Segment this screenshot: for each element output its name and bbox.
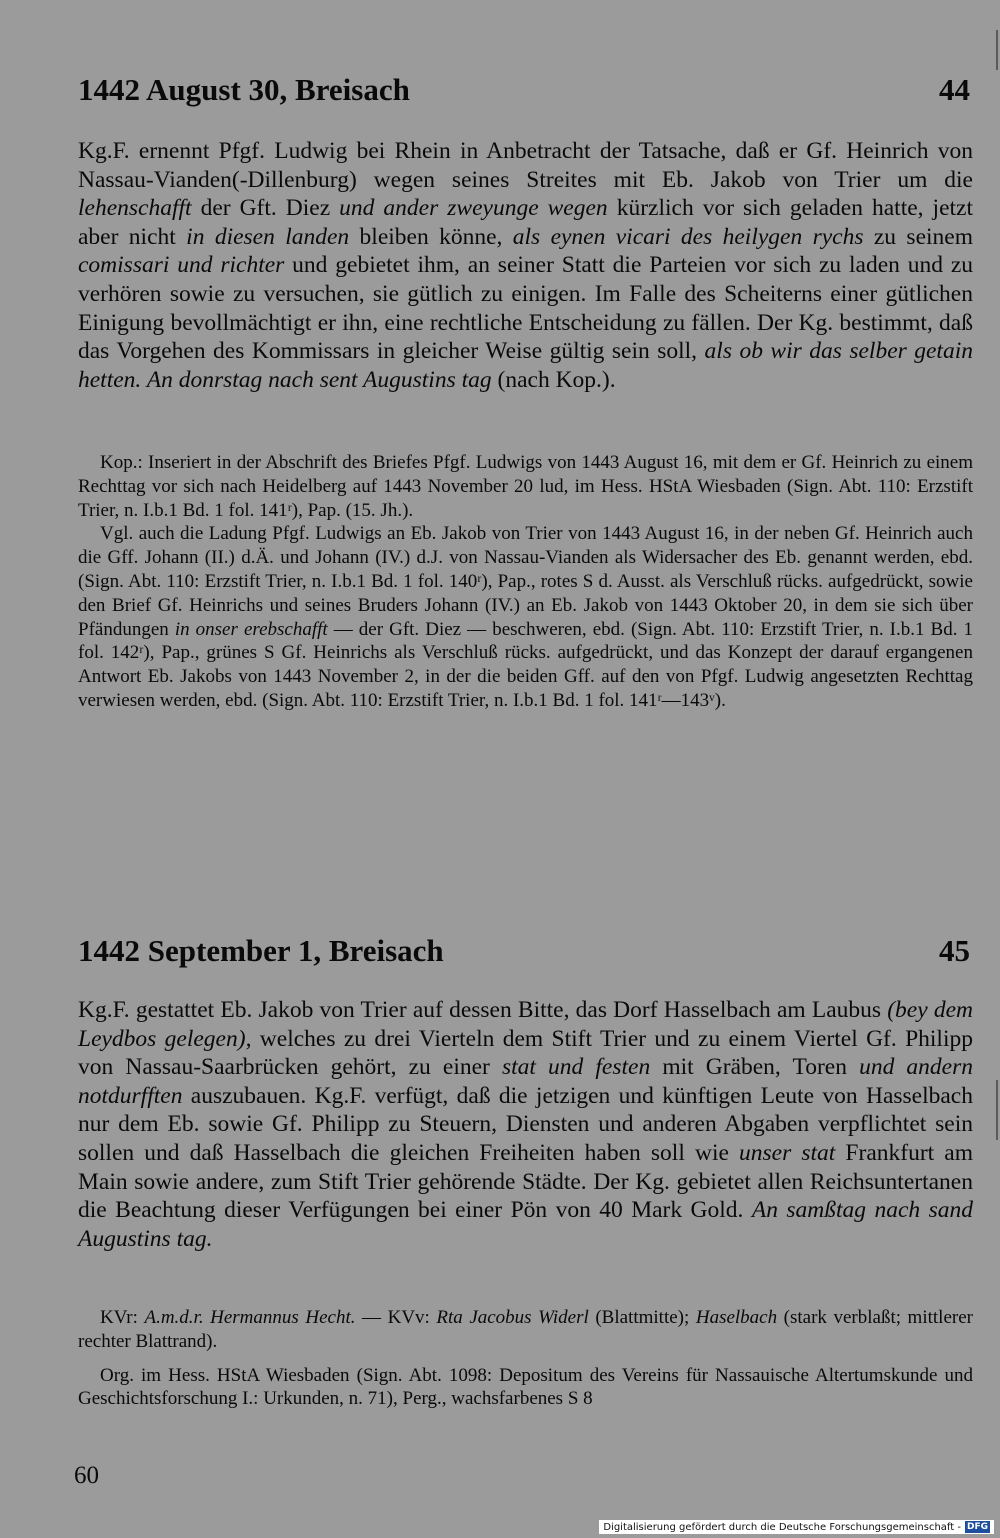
text-run: Kg.F. gestattet Eb. Jakob von Trier auf dessen Bitte, das Dorf Hasselbach am Laubus	[78, 997, 888, 1023]
note-paragraph	[78, 1306, 973, 1354]
text-run: (stark verblaßt; mittlerer rechter Blattrand).	[78, 1307, 973, 1352]
text-run: — der Gft. Diez — beschweren, ebd. (Sign. Abt. 110: Erzstift Trier, n. I.b.1 Bd. 1 fol. 142ʳ), Pap., grünes S Gf. Heinrichs als Verschluß rücks. aufgedrückt, und das Konzept der darauf ergangenen Antwort Eb. Jakobs von 1443 November 2, in der die beiden Gff. auf den von Pfgf. Ludwig angesetzten Rechttag verwiesen werden, ebd. (Sign. Abt. 110: Erzstift Trier, n. I.b.1 Bd. 1 fol. 141ʳ—143ᵛ).	[78, 618, 974, 711]
entry-date-place: 1442 August 30, Breisach	[78, 72, 410, 107]
entry-notes	[78, 1306, 973, 1411]
italic-quotation: und ander zweyunge wegen	[339, 195, 608, 222]
digitization-footer	[599, 1520, 994, 1534]
text-run: welches zu drei Vierteln dem Stift Trier und zu einem Viertel Gf. Philipp von Nassau-Saarbrücken gehört, zu einer	[78, 1025, 973, 1081]
italic-quotation: Rta Jacobus Widerl	[436, 1307, 589, 1328]
text-run: auszubauen. Kg.F. verfügt, daß die jetzigen und künftigen Leute von Hasselbach nur dem Eb. sowie Gf. Philipp zu Steuern, Diensten und anderen Abgaben verpflichtet sein sollen und daß Hasselbach die gleichen Freiheiten haben soll wie	[78, 1082, 973, 1166]
text-run: Frankfurt am Main sowie andere, zum Stift Trier gehörende Städte. Der Kg. gebietet allen Reichsuntertanen die Beachtung dieser Verfügungen bei einer Pön von 40 Mark Gold.	[78, 1139, 973, 1224]
note-paragraph	[78, 1364, 973, 1412]
text-run: kürzlich vor sich geladen hatte, jetzt aber nicht	[78, 195, 973, 250]
italic-quotation: (bey dem Leydbos gelegen),	[78, 997, 973, 1052]
footer-text: Digitalisierung gefördert durch die Deutsche Forschungsgemeinschaft -	[603, 1521, 961, 1533]
italic-quotation: A.m.d.r. Hermannus Hecht.	[144, 1307, 356, 1328]
regest-text	[78, 996, 973, 1253]
text-run: (Blattmitte);	[588, 1307, 696, 1328]
entry-heading	[78, 72, 970, 108]
note-paragraph	[78, 451, 973, 522]
entry-heading	[78, 933, 970, 969]
text-run: Kg.F. ernennt Pfgf. Ludwig bei Rhein in Anbetracht der Tatsache, daß er Gf. Heinrich von Nassau-Vianden(-Dillenburg) wegen seines Streites mit Eb. Jakob von Trier um die	[78, 138, 973, 193]
regest-text	[78, 137, 973, 394]
text-run: Vgl. auch die Ladung Pfgf. Ludwigs an Eb. Jakob von Trier von 1443 August 16, in der neben Gf. Heinrich auch die Gff. Johann (II.) d.Ä. und Johann (IV.) d.J. von Nassau-Vianden als Widersacher des Eb. genannt werden, ebd. (Sign. Abt. 110: Erzstift Trier, n. I.b.1 Bd. 1 fol. 140ʳ), Pap., rotes S d. Ausst. als Verschluß rücks. aufgedrückt, sowie den Brief Gf. Heinrichs und seines Bruders Johann (IV.) an Eb. Jakob von 1443 Oktober 20, in dem sie sich über Pfändungen	[78, 523, 973, 640]
text-run: zu seinem	[863, 223, 973, 250]
dfg-logo-icon: DFG	[966, 1522, 988, 1532]
text-run: Kop.: Inseriert in der Abschrift des Briefes Pfgf. Ludwigs von 1443 August 16, mit dem er Gf. Heinrich zu einem Rechttag vor sich nach Heidelberg auf 1443 November 20 lud, im Hess. HStA Wiesbaden (Sign. Abt. 110: Erzstift Trier, n. I.b.1 Bd. 1 fol. 141ʳ), Pap. (15. Jh.).	[78, 452, 973, 521]
entry-regest	[78, 996, 973, 1253]
italic-quotation: lehenschafft	[78, 195, 192, 222]
text-run: — KVv:	[355, 1307, 437, 1328]
scan-edge-mark	[996, 1080, 998, 1140]
italic-quotation: in onser erebschafft	[174, 618, 328, 640]
scan-edge-mark	[996, 30, 998, 70]
italic-quotation: in diesen landen	[186, 223, 350, 250]
entry-regest	[78, 137, 973, 394]
text-run: bleiben könne,	[349, 223, 513, 250]
entry-notes	[78, 451, 973, 713]
entry-date-place: 1442 September 1, Breisach	[78, 933, 444, 968]
italic-quotation: comissari und richter	[78, 252, 285, 279]
text-run: KVr:	[100, 1307, 145, 1328]
note-paragraph	[78, 522, 973, 712]
page-number: 60	[74, 1462, 99, 1489]
text-run: mit Gräben, Toren	[650, 1054, 860, 1081]
italic-quotation: als eynen vicari des heilygen rychs	[512, 223, 864, 250]
italic-quotation: als ob wir das selber getain hetten. An donrstag nach sent Augustins tag	[78, 338, 973, 393]
italic-quotation: und andern notdurfften	[78, 1054, 973, 1109]
italic-quotation: unser stat	[739, 1139, 836, 1166]
text-run: und gebietet ihm, an seiner Statt die Parteien vor sich zu laden und zu verhören sowie zu versuchen, sie gütlich zu einigen. Im Falle des Scheiterns einer gütlichen Einigung bevollmächtigt er ihn, eine rechtliche Entscheidung zu fällen. Der Kg. bestimmt, daß das Vorgehen des Kommissars in gleicher Weise gültig sein soll,	[78, 252, 974, 365]
text-run: (nach Kop.).	[491, 366, 616, 393]
italic-quotation: Haselbach	[695, 1307, 778, 1328]
text-run: der Gft. Diez	[191, 195, 340, 222]
entry-number: 44	[939, 72, 970, 107]
italic-quotation: An samßtag nach sand Augustins tag.	[78, 1197, 973, 1252]
italic-quotation: stat und festen	[501, 1054, 651, 1081]
text-run: Org. im Hess. HStA Wiesbaden (Sign. Abt. 1098: Depositum des Vereins für Nassauische Altertumskunde und Geschichtsforschung I.: Urkunden, n. 71), Perg., wachsfarbenes S 8	[78, 1364, 973, 1410]
entry-number: 45	[939, 933, 970, 968]
